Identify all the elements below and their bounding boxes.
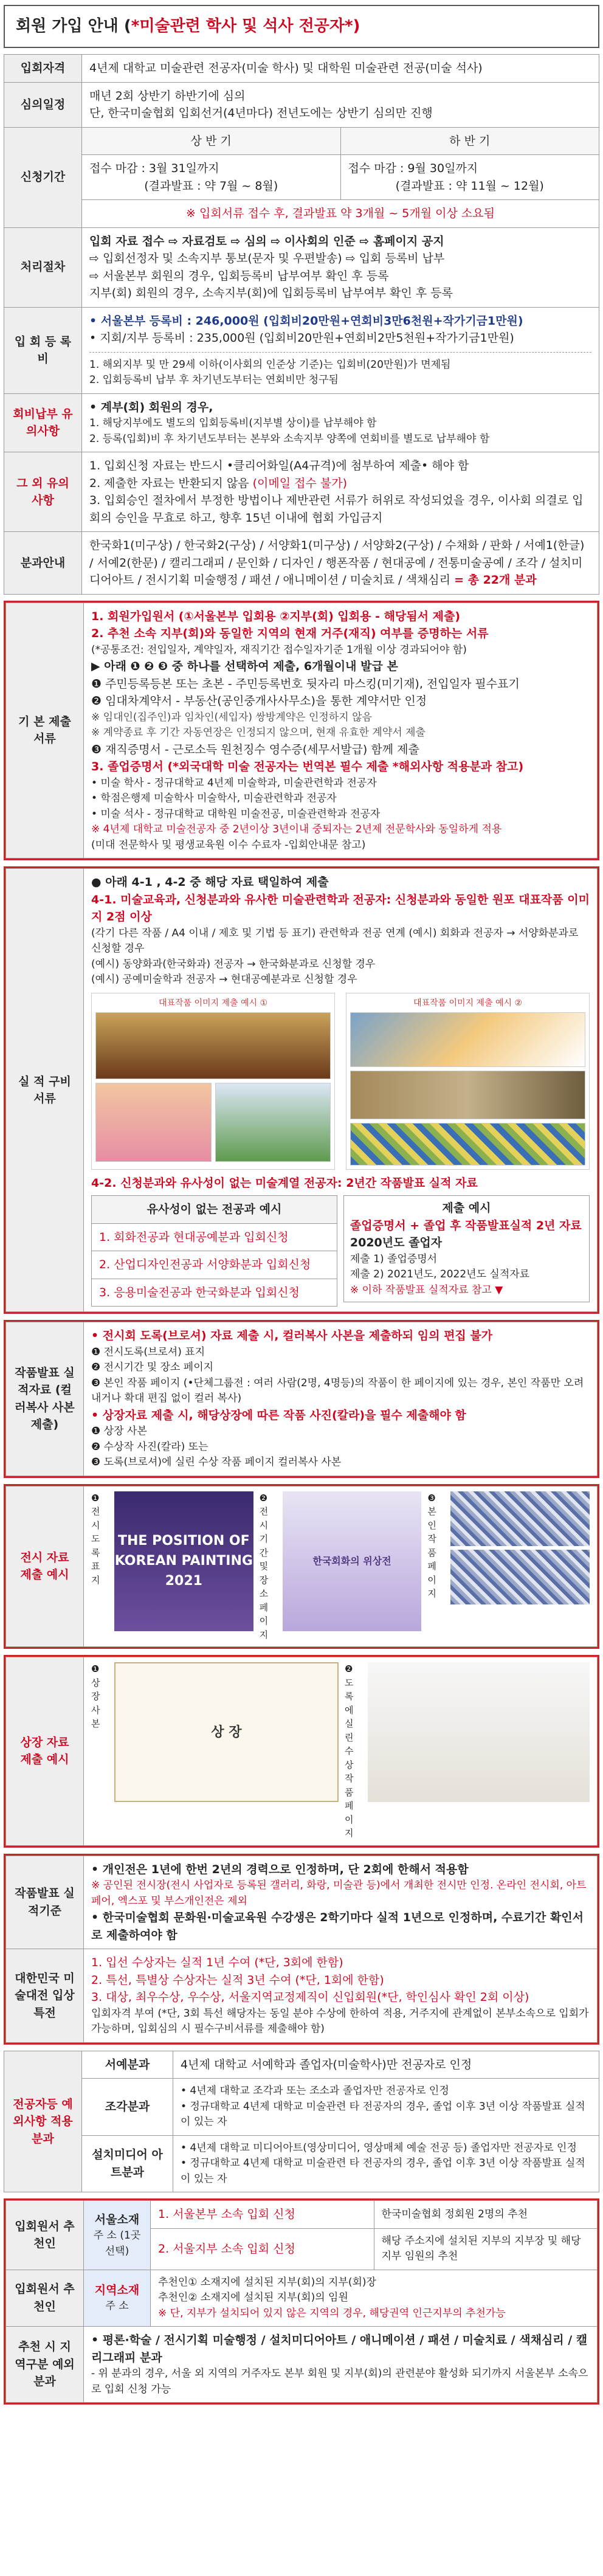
header-rec-region: 입회원서 추천인 [6, 2270, 84, 2327]
review-line-2: 단, 한국미술협회 입회선거(4년마다) 전년도에는 상반기 심의만 진행 [89, 106, 433, 120]
rec-region-e3: ※ 단, 지부가 설치되어 있지 않은 지역의 경우, 해당권역 인근지부의 추천가능 [158, 2307, 506, 2319]
header-target: 입회자격 [4, 55, 82, 83]
rec-seoul-opt1-desc: 한국미술협회 정회원 2명의 추천 [374, 2201, 598, 2229]
display-caption-2: ❷ 전 시 기 간 및 장 소 페 이 지 [259, 1492, 269, 1640]
header-exhib: 대한민국 미술대전 입상특전 [6, 1949, 84, 2043]
exhib-line-1: 1. 입선 수상자는 실적 1년 수여 (*단, 3회에 한함) [91, 1956, 343, 1969]
apply-note: ※ 입회서류 접수 후, 결과발표 약 3개월 ~ 5개월 이상 소요됨 [82, 200, 599, 228]
docs-bullet-2: • 학점은행제 미술학사 미술학사, 미술관련학과 전공자 [91, 792, 337, 804]
value-docs [84, 603, 598, 858]
rec-seoul-area [84, 2201, 151, 2270]
title-accent: *미술관련 학사 및 석사 전공자 [131, 17, 345, 35]
apply-second-result: (결과발표 : 약 11월 ~ 12월) [395, 179, 544, 193]
rec-region-label: 지역소재 [94, 2283, 140, 2297]
works-sub-3: ❸ 도록(브로셔)에 실린 수상 작품 페이지 컬러복사 사본 [91, 1456, 342, 1468]
rec-seoul-sub: 주 소 (1곳 선택) [93, 2229, 141, 2257]
artwork-image [95, 1083, 212, 1162]
real-42-th1: 유사성이 없는 전공과 예시 [92, 1196, 337, 1224]
works-option-1: ❶ 전시도록(브로셔) 표지 [91, 1345, 205, 1358]
title-tail: *) [344, 17, 360, 35]
thumb-example-1 [91, 993, 335, 1170]
real-42-ex3: 제출 1) 졸업증명서 [350, 1252, 438, 1265]
value-award [84, 1657, 598, 1846]
special-media-h: 설치미디어 아트분과 [82, 2135, 173, 2192]
special-sculpture-b: • 정규대학교 4년제 대학교 미술관련 타 전공자의 경우, 졸업 이후 3년 이상 작품발표 실적이 있는 자 [181, 2100, 585, 2128]
artwork-image [350, 1012, 585, 1067]
special-media-a: • 4년제 대학교 미디어아트(영상미디어, 영상매체 예술 전공 등) 졸업자만 전공자로 인정 [181, 2141, 577, 2154]
special-media [173, 2135, 599, 2192]
real-42-ex4: 제출 2) 2021년도, 2022년도 실적자료 [350, 1268, 530, 1280]
header-docs: 기 본 제출서류 [6, 603, 84, 858]
rec-region-e2: 추천인② 소재지에 설치된 지부(회)의 임원 [158, 2291, 348, 2304]
real-41-d: (예시) 공예미술학과 전공자 → 현대공예분과로 신청할 경우 [91, 973, 357, 986]
row-apply [4, 127, 599, 155]
row-target [4, 55, 599, 83]
criteria-line-2: • 한국미술협회 문화원·미술교육원 수강생은 2학기마다 실적 1년으로 인정하며, 수료기간 확인서로 제출하여야 함 [91, 1911, 584, 1942]
docs-option-2b: ※ 계약종료 후 기간 자동연장은 인정되지 않으며, 현재 유효한 계약서 제출 [91, 727, 426, 739]
real-section [4, 866, 599, 1314]
exhib-line-3: 3. 대상, 최우수상, 우수상, 서울지역교정제직이 신입회원(*단, 학인심사 확인 2회 이상) [91, 1991, 529, 2004]
header-works: 작품발표 실적자료 (컬러복사 사본제출) [6, 1322, 84, 1476]
docs-option-2: ❷ 임대차계약서 - 부동산(공인중개사사무소)을 통한 계약서만 인정 [91, 694, 427, 708]
value-real [84, 869, 598, 1312]
real-42-box [91, 1195, 590, 1307]
works-sub-2: ❷ 수상작 사진(칼라) 또는 [91, 1440, 208, 1453]
value-process [82, 227, 599, 307]
docs-warn-2: (미대 전문학사 및 평생교육원 이수 수료자 -입회안내문 참고) [91, 838, 366, 851]
docs-warn-1: ※ 4년제 대학교 미술전공자 중 2년이상 3년이내 중퇴자는 2년제 전문학사와 동일하게 적용 [91, 823, 502, 835]
catalog-cover: THE POSITION OF KOREAN PAINTING 2021 [114, 1491, 253, 1631]
works-line-1: • 전시회 도록(브로셔) 자료 제출 시, 컬러복사 사본을 제출하되 임의 편집 불가 [91, 1329, 493, 1342]
rec-region-e1: 추천인① 소재지에 설치된 지부(회)의 지부(회)장 [158, 2276, 376, 2288]
header-criteria: 작품발표 실적기준 [6, 1856, 84, 1949]
catalog-info-page: 한국회화의 위상전 [283, 1491, 422, 1631]
rec-region-desc [151, 2270, 598, 2327]
docs-option-3: ❸ 재직증명서 - 근로소득 원천징수 영수증(세무서발급) 함께 제출 [91, 742, 419, 756]
other-line-3: 3. 입회승인 절차에서 부정한 방법이나 제반관련 서류가 허위로 작성되었을 경우, 이사회 의결로 입회의 승인을 무효로 하고, 향후 15년 이내에 협회 가입금지 [89, 494, 584, 525]
works-option-3: ❸ 본인 작품 페이지 (•단체그룹전 : 여러 사람(2명, 4명등)의 작품이 한 페이지에 있는 경우, 본인 작품만 오려내거나 확대 편집 없이 컬러 복사) [91, 1376, 584, 1404]
region-line-2: - 위 분과의 경우, 서울 외 지역의 거주자도 본부 회원 및 지부(회)의 관련분야 활성화 되기까지 서울본부 소속으로 입회 신청 가능 [91, 2367, 588, 2395]
real-42-t1: 1. 회화전공과 현대공예분과 입회신청 [92, 1223, 337, 1251]
special-sculpture-a: • 4년제 대학교 조각과 또는 조소과 졸업자만 전공자로 인정 [181, 2085, 449, 2097]
apply-second [340, 155, 599, 200]
other-line-2-accent: (이메일 접수 불가) [252, 476, 347, 490]
fee-seoul: • 서울본부 등록비 : 246,000원 (입회비20만원+연회비3만6천원+작가기금1만원) [89, 314, 523, 328]
info-table [4, 54, 599, 595]
header-process: 처리절차 [4, 227, 82, 307]
header-category: 분과안내 [4, 532, 82, 595]
category-total: = 총 22개 분과 [454, 573, 537, 587]
special-calligraphy-h: 서예분과 [82, 2051, 173, 2079]
criteria-line-1: • 개인전은 1년에 한번 2년의 경력으로 인정하며, 단 2회에 한해서 적용함 [91, 1862, 469, 1876]
other-line-2: 2. 제출한 자료는 반환되지 않음 [89, 476, 249, 490]
header-fee: 입 회 등 록 비 [4, 307, 82, 393]
header-member: 회비납부 유의사항 [4, 393, 82, 452]
other-line-1: 1. 입회신청 자료는 반드시 •클리어화일(A4규격)에 첨부하여 제출• 해야 함 [89, 459, 469, 472]
docs-bullet-3: • 미술 석사 - 정규대학교 대학원 미술전공, 미술관련학과 전공자 [91, 807, 381, 820]
page-title [4, 5, 599, 48]
row-category [4, 532, 599, 595]
header-review: 심의일정 [4, 82, 82, 127]
header-apply: 신청기간 [4, 127, 82, 227]
award-section [4, 1655, 599, 1848]
criteria-table [5, 1856, 598, 2043]
member-line-3: 2. 등록(입회)비 후 차기년도부터는 본부와 소속지부 양쪽에 연회비를 별도로 납부해야 함 [89, 432, 490, 445]
row-process [4, 227, 599, 307]
docs-line-2: 2. 추천 소속 지부(회)와 동일한 지역의 현재 거주(재직) 여부를 증명하는 서류 [91, 627, 489, 640]
real-42-title: 4-2. 신청분과와 유사성이 없는 미술계열 전공자: 2년간 작품발표 실적 자료 [91, 1176, 478, 1190]
value-region [84, 2327, 598, 2403]
member-line-2: 1. 해당지부에도 별도의 입회등록비(지부별 상이)를 납부해야 함 [89, 417, 377, 429]
process-line-3: ⇨ 서울본부 회원의 경우, 입회등록비 납부여부 확인 후 등록 [89, 269, 389, 283]
works-sub-1: ❶ 상장 사본 [91, 1425, 147, 1437]
process-line-4: 지부(회) 회원의 경우, 소속지부(회)에 입회등록비 납부여부 확인 후 등록 [89, 286, 453, 300]
row-apply-values [4, 155, 599, 200]
apply-second-header: 하 반 기 [340, 127, 599, 155]
docs-line-1: 1. 회원가입원서 (①서울본부 입회용 ②지부(회) 입회용 - 해당됨서 제출) [91, 609, 461, 623]
real-42-ex5: ※ 이하 작품발표 실적자료 참고 ▼ [350, 1283, 503, 1296]
award-row [91, 1662, 590, 1840]
docs-line-3: ▶ 아래 ❶ ❷ ❸ 중 하나를 선택하여 제출, 6개월이내 발급 본 [91, 660, 398, 673]
header-display: 전시 자료 제출 예시 [6, 1486, 84, 1647]
header-award: 상장 자료 제출 예시 [6, 1657, 84, 1846]
docs-line-4: 3. 졸업증명서 (*외국대학 미술 전공자는 번역본 필수 제출 *해외사항 적용분과 참고) [91, 760, 524, 773]
fee-divider [89, 352, 591, 353]
criteria-section [4, 1854, 599, 2045]
process-line-1: 입회 자료 접수 ⇨ 자료검토 ⇨ 심의 ⇨ 이사회의 인준 ⇨ 홈페이지 공지 [89, 234, 444, 248]
real-42-t2: 2. 산업디자인전공과 서양화분과 입회신청 [92, 1251, 337, 1279]
process-line-2: ⇨ 입회선정자 및 소속지부 통보(문자 및 우편발송) ⇨ 입회 등록비 납부 [89, 252, 445, 265]
docs-option-2a: ※ 임대인(집주인)과 임차인(세입자) 쌍방계약은 인정하지 않음 [91, 711, 372, 723]
criteria-line-1a: ※ 공인된 전시장(전시 사업자로 등록된 갤러리, 화랑, 미술관 등)에서 개최한 전시만 인정. 온라인 전시회, 아트페어, 엑스포 및 부스개인전은 제외 [91, 1879, 587, 1907]
real-42-th2: 제출 예시 [442, 1201, 491, 1215]
artwork-image [350, 1123, 585, 1165]
value-fee [82, 307, 599, 393]
docs-section [4, 601, 599, 861]
region-line-1: • 평론·학술 / 전시기획 미술행정 / 설치미디어아트 / 애니메이션 / 패션 / 미술치료 / 색채심리 / 캘리그래피 분과 [91, 2333, 588, 2364]
real-42-table [91, 1195, 337, 1307]
value-target: 4년제 대학교 미술관련 전공자(미술 학사) 및 대학원 미술관련 전공(미술 석사) [82, 55, 599, 83]
thumb-caption-2: 대표작품 이미지 제출 예시 ② [413, 998, 523, 1008]
special-calligraphy: 4년제 대학교 서예학과 졸업자(미술학사)만 전공자로 인정 [173, 2051, 599, 2079]
value-review [82, 82, 599, 127]
works-section [4, 1320, 599, 1478]
award-catalog-page [368, 1662, 590, 1802]
title-text: 회원 가입 안내 ( [16, 17, 131, 35]
rec-seoul-opt1: 1. 서울본부 소속 입회 신청 [151, 2201, 374, 2229]
award-caption-1: ❶ 상 장 사 본 [91, 1663, 100, 1729]
row-apply-note [4, 200, 599, 228]
artwork-image [350, 1071, 585, 1119]
value-exhib [84, 1949, 598, 2043]
member-line-1: • 계부(회) 회원의 경우, [89, 400, 213, 414]
works-table [5, 1322, 598, 1476]
award-certificate: 상 장 [114, 1662, 339, 1802]
fee-note-1: 1. 해외지부 및 만 29세 이하(이사회의 인준상 기준)는 입회비(20만원)가 면제됨 [89, 358, 451, 371]
value-works [84, 1322, 598, 1476]
works-option-2: ❷ 전시기간 및 장소 페이지 [91, 1361, 214, 1373]
fee-note-2: 2. 입회등록비 납부 후 차기년도부터는 연회비만 청구됨 [89, 374, 339, 386]
real-table [5, 868, 598, 1312]
display-row [91, 1491, 590, 1642]
artist-page [450, 1491, 590, 1604]
artwork-image [215, 1083, 331, 1162]
apply-first-header: 상 반 기 [82, 127, 341, 155]
apply-first-result: (결과발표 : 약 7월 ~ 8월) [144, 179, 278, 193]
display-caption-1: ❶ 전 시 도 록 표 지 [91, 1492, 100, 1586]
real-42-ex2: 2020년도 졸업자 [350, 1236, 443, 1249]
works-line-2: • 상장자료 제출 시, 해당상장에 따른 작품 사진(칼라)을 필수 제출해야 함 [91, 1408, 466, 1422]
header-region: 추천 시 지역구분 예외분과 [6, 2327, 84, 2403]
rec-seoul-label: 서울소재 [94, 2212, 140, 2226]
award-caption-2: ❷ 도 록 에 실 린 수 상 작 품 페 이 지 [345, 1663, 354, 1839]
header-special: 전공자등 예외사항 적용분과 [4, 2051, 82, 2192]
rec-seoul-opt2: 2. 서울지부 소속 입회 신청 [151, 2228, 374, 2270]
real-intro: ● 아래 4-1 , 4-2 중 해당 자료 택일하여 제출 [91, 875, 329, 889]
fee-region: • 지회/지부 등록비 : 235,000원 (입회비20만원+연회비2만5천원+작가기금1만원) [89, 331, 514, 345]
real-42-t3: 3. 응용미술전공과 한국화분과 입회신청 [92, 1279, 337, 1307]
apply-second-deadline: 접수 마감 : 9월 30일까지 [348, 162, 478, 175]
header-other: 그 외 유의사항 [4, 452, 82, 532]
display-section [4, 1484, 599, 1649]
docs-table [5, 603, 598, 859]
row-review [4, 82, 599, 127]
row-member [4, 393, 599, 452]
exhib-line-2: 2. 특선, 특별상 수상자는 실적 3년 수여 (*단, 1회에 한함) [91, 1973, 384, 1987]
real-42-ex1: 졸업증명서 + 졸업 후 작품발표실적 2년 자료 [350, 1218, 582, 1232]
special-sculpture-h: 조각분과 [82, 2079, 173, 2136]
row-fee [4, 307, 599, 393]
artwork-image [95, 1012, 331, 1079]
thumb-example-2 [346, 993, 590, 1170]
apply-first-deadline: 접수 마감 : 3월 31일까지 [89, 162, 219, 175]
rec-seoul-opt2-desc: 해당 주소지에 설치된 지부의 지부장 및 해당지부 임원의 추천 [374, 2228, 598, 2270]
category-list: 한국화1(미구상) / 한국화2(구상) / 서양화1(미구상) / 서양화2(구상) / 수채화 / 판화 / 서예1(한글) / 서예2(한문) / 캘리그래피 / 문인화 / 디자인 / 행폰작품 / 현대공예 / 전통미술공예 / 조각 / 설치미디어아트 / 전시기획 미술행정 / 패션 / 애니메이션 / 미술치료 / 색채심리 [89, 539, 585, 587]
work-thumbnails [91, 993, 590, 1170]
review-line-1: 매년 2회 상반기 하반기에 심의 [89, 89, 246, 103]
value-criteria [84, 1856, 598, 1949]
docs-option-1: ❶ 주민등록등본 또는 초본 - 주민등록번호 뒷자리 마스킹(미기재), 전입일자 필수표기 [91, 677, 520, 691]
award-table [5, 1657, 598, 1846]
docs-bullet-1: • 미술 학사 - 정규대학교 4년제 미술학과, 미술관련학과 전공자 [91, 776, 377, 789]
real-42-example [343, 1195, 590, 1302]
value-display [84, 1486, 598, 1647]
row-other [4, 452, 599, 532]
rec-region-sub: 주 소 [105, 2300, 129, 2313]
real-41-title: 4-1. 미술교육과, 신청분과와 유사한 미술관련학과 전공자: 신청분과와 동일한 원포 대표작품 이미지 2점 이상 [91, 893, 590, 924]
docs-line-2-sub: (*공통조건: 전입일자, 계약일자, 재직기간 접수일자기준 1개월 이상 경과되어야 함) [91, 643, 467, 656]
special-section [4, 2051, 599, 2193]
exhib-line-4: 입회자격 부여 (*단, 3회 특선 해당자는 동일 분야 수상에 한하여 적용, 거주지에 관계없이 본부소속으로 입회가 가능하며, 입회심의 시 필수구비서류를 제출해야 함) [91, 2007, 589, 2035]
special-table [4, 2051, 599, 2193]
rec-region-area [84, 2270, 151, 2327]
value-other [82, 452, 599, 532]
blurred-artwork [450, 1550, 590, 1604]
rec-section [4, 2198, 599, 2405]
special-media-b: • 정규대학교 4년제 대학교 미술관련 타 전공자의 경우, 졸업 이후 3년 이상 작품발표 실적이 있는 자 [181, 2157, 585, 2185]
blurred-artwork [450, 1491, 590, 1546]
value-member [82, 393, 599, 452]
display-caption-3: ❸ 본 인 작 품 페 이 지 [427, 1492, 436, 1599]
rec-table [5, 2200, 598, 2403]
apply-first [82, 155, 341, 200]
thumb-caption-1: 대표작품 이미지 제출 예시 ① [158, 998, 268, 1008]
header-real: 실 적 구비서류 [6, 869, 84, 1312]
display-table [5, 1486, 598, 1648]
real-41-b: (각기 다른 작품 / A4 이내 / 제호 및 기법 등 표기) 관련학과 전공 연계 (예시) 회화과 전공자 → 서양화분과로 신청할 경우 [91, 927, 579, 955]
special-sculpture [173, 2079, 599, 2136]
real-41-c: (예시) 동양화과(한국화과) 전공자 → 한국화분과로 신청할 경우 [91, 958, 376, 970]
value-category [82, 532, 599, 595]
header-rec-seoul: 입회원서 추천인 [6, 2201, 84, 2270]
